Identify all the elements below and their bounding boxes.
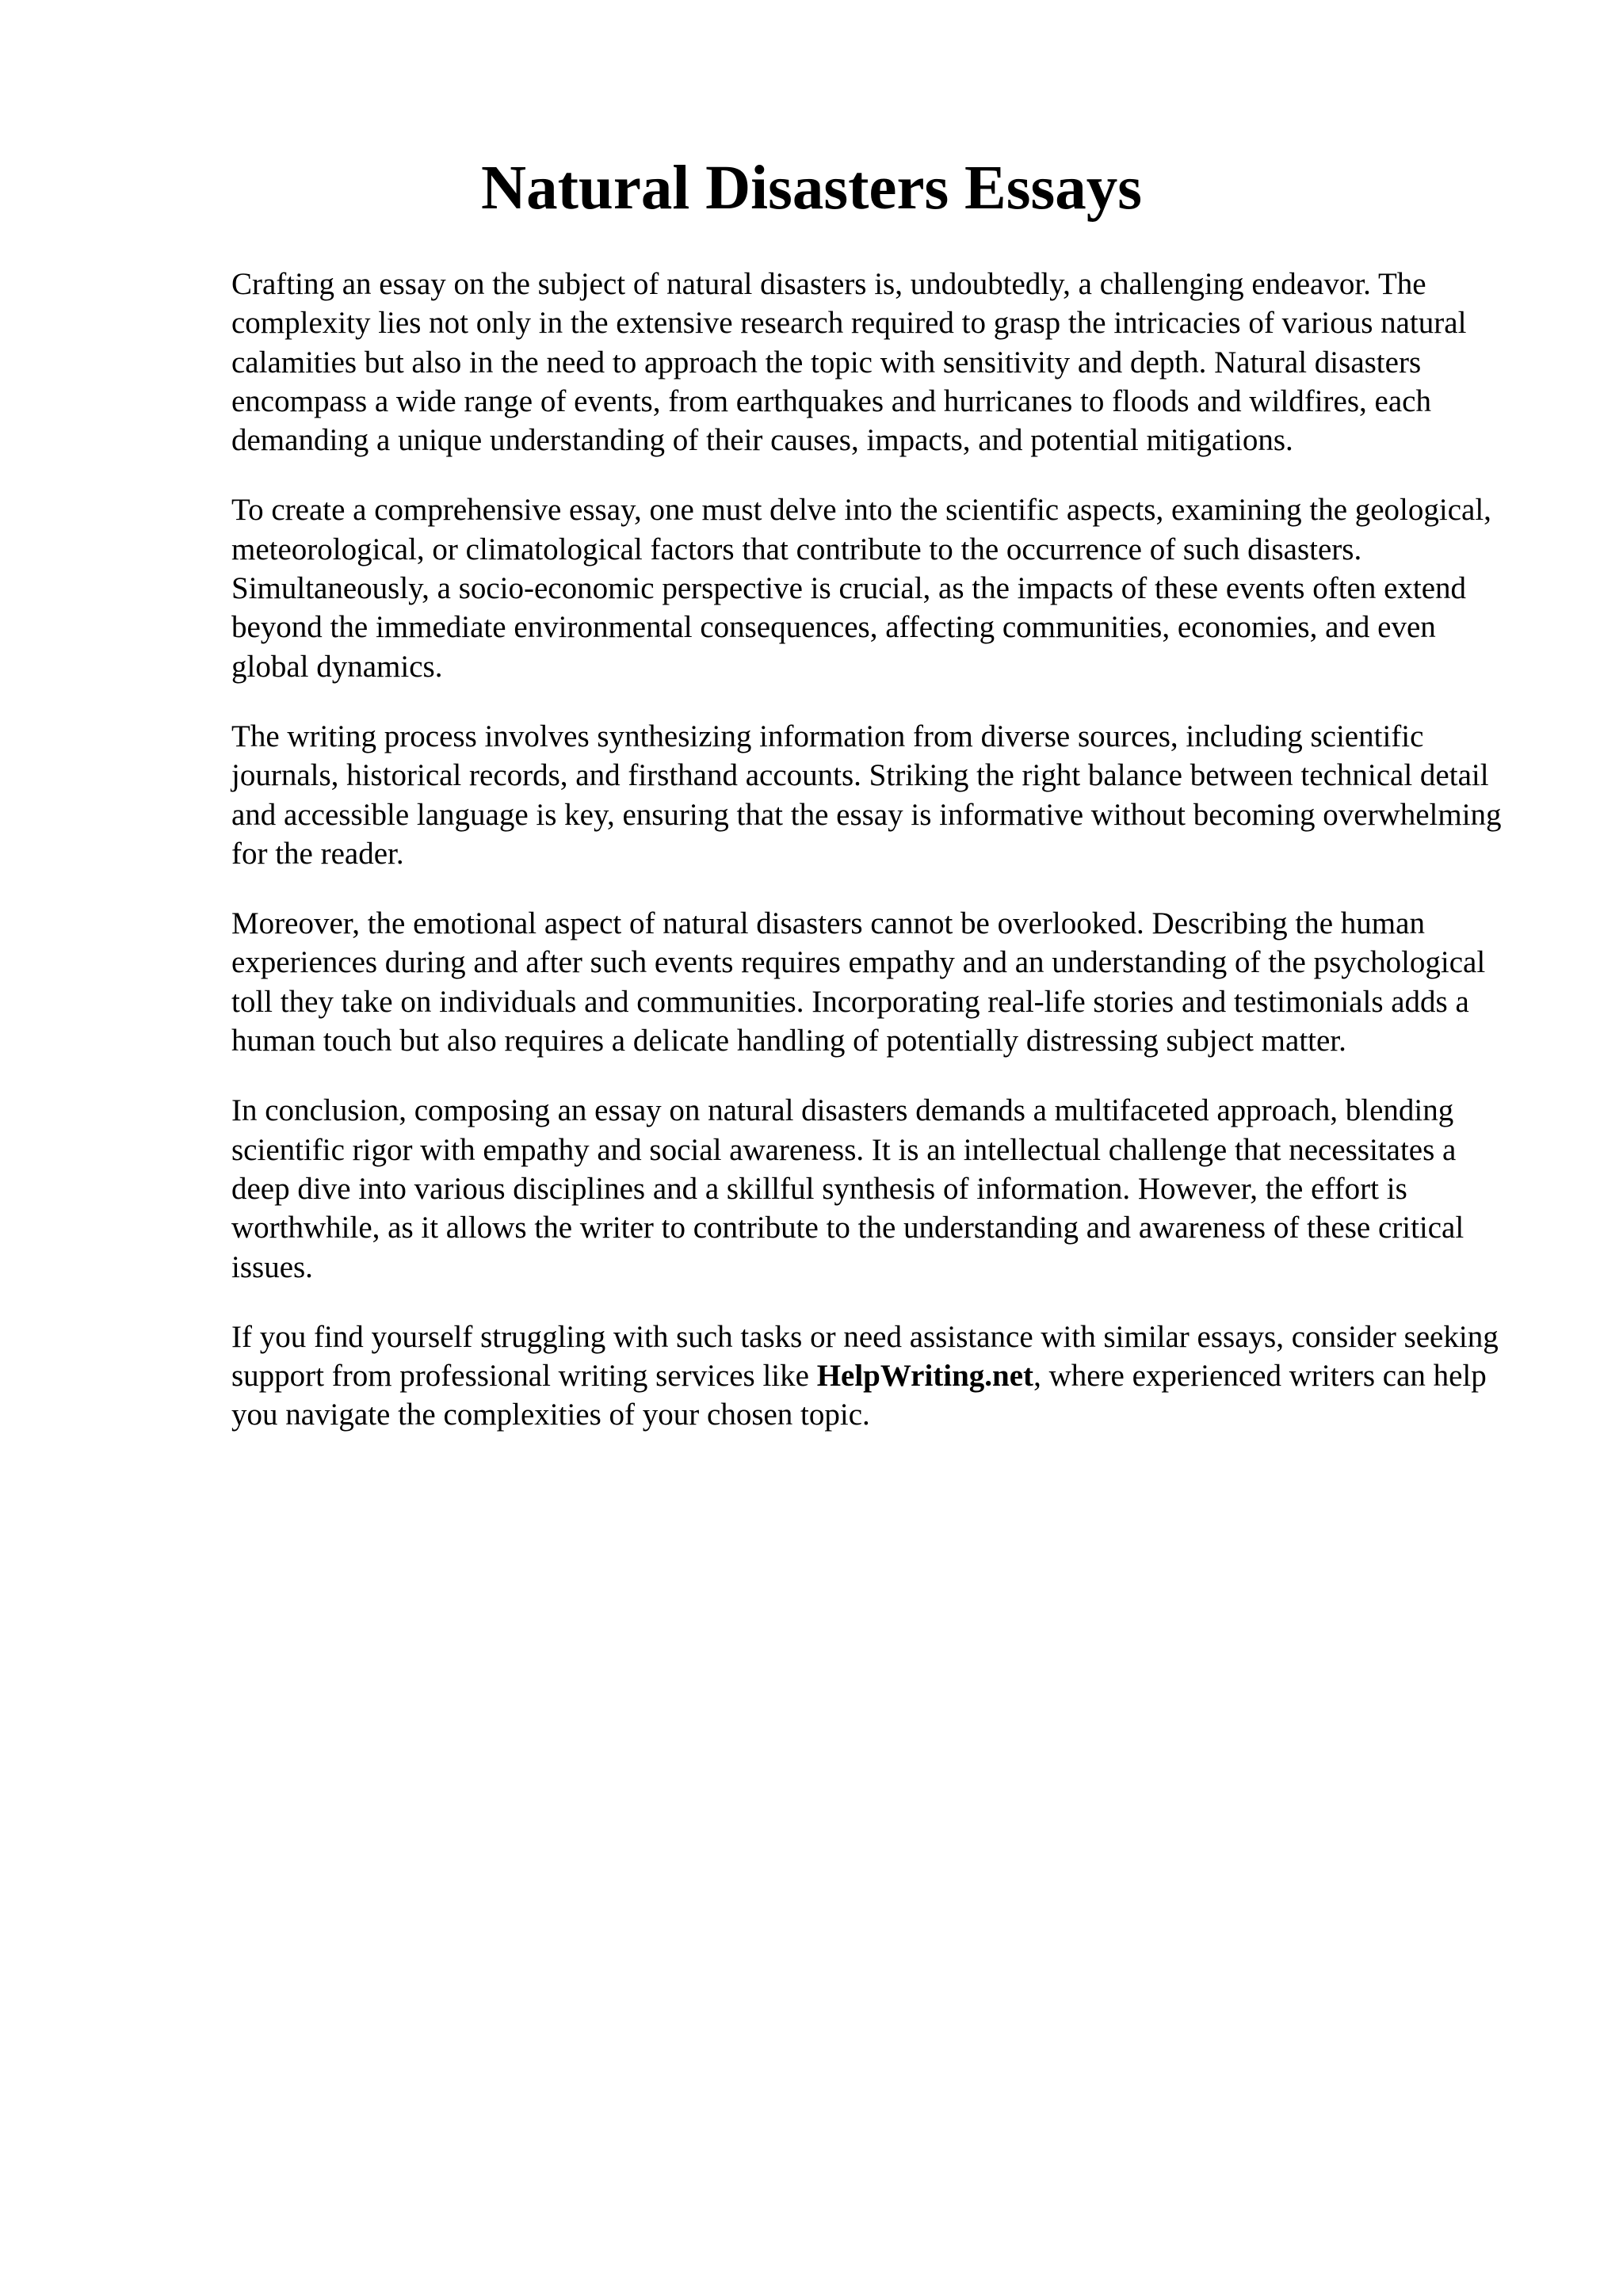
essay-body bbox=[231, 265, 1515, 1466]
helpwriting-link[interactable]: HelpWriting.net bbox=[816, 1359, 1034, 1394]
paragraph-1: Crafting an essay on the subject of natural disasters is, undoubtedly, a challenging endeavor. The complexity lies not only in the extensive research required to grasp the intricacies of various natural calamities but also in the need to approach the topic with sensitivity and depth. Natural disasters encompass a wide range of events, from earthquakes and hurricanes to floods and wildfires, each demanding a unique understanding of their causes, impacts, and potential mitigations. bbox=[231, 267, 1467, 458]
paragraph-5: In conclusion, composing an essay on natural disasters demands a multifaceted approach, blending scientific rigor with empathy and social awareness. It is an intellectual challenge that necessitates a deep dive into various disciplines and a skillful synthesis of information. However, the effort is worthwhile, as it allows the writer to contribute to the understanding and awareness of these critical issues. bbox=[231, 1093, 1465, 1284]
paragraph-2: To create a comprehensive essay, one must delve into the scientific aspects, examining the geological, meteorological, or climatological factors that contribute to the occurrence of such disasters. Simultaneously, a socio-economic perspective is crucial, as the impacts of these events often extend beyond the immediate environmental consequences, affecting communities, economies, and even global dynamics. bbox=[231, 493, 1491, 684]
closing-text-after-link: , where experienced writers can help you navigate the complexities of your chosen topic. bbox=[231, 1359, 1487, 1432]
closing-text-before-link: If you find yourself struggling with such tasks or need assistance with similar essays, consider seeking support from professional writing services like bbox=[231, 1319, 1499, 1394]
closing-paragraph bbox=[231, 1318, 1515, 1435]
page-title: Natural Disasters Essays bbox=[481, 154, 1142, 223]
paragraph-3: The writing process involves synthesizing information from diverse sources, including scientific journals, historical records, and firsthand accounts. Striking the right balance between technical detail and accessible language is key, ensuring that the essay is informative without becoming overwhelming for the reader. bbox=[231, 719, 1502, 871]
paragraph-4: Moreover, the emotional aspect of natural disasters cannot be overlooked. Describing the human experiences during and after such events requires empathy and an understanding of the psychological toll they take on individuals and communities. Incorporating real-life stories and testimonials adds a human touch but also requires a delicate handling of potentially distressing subject matter. bbox=[231, 906, 1486, 1058]
